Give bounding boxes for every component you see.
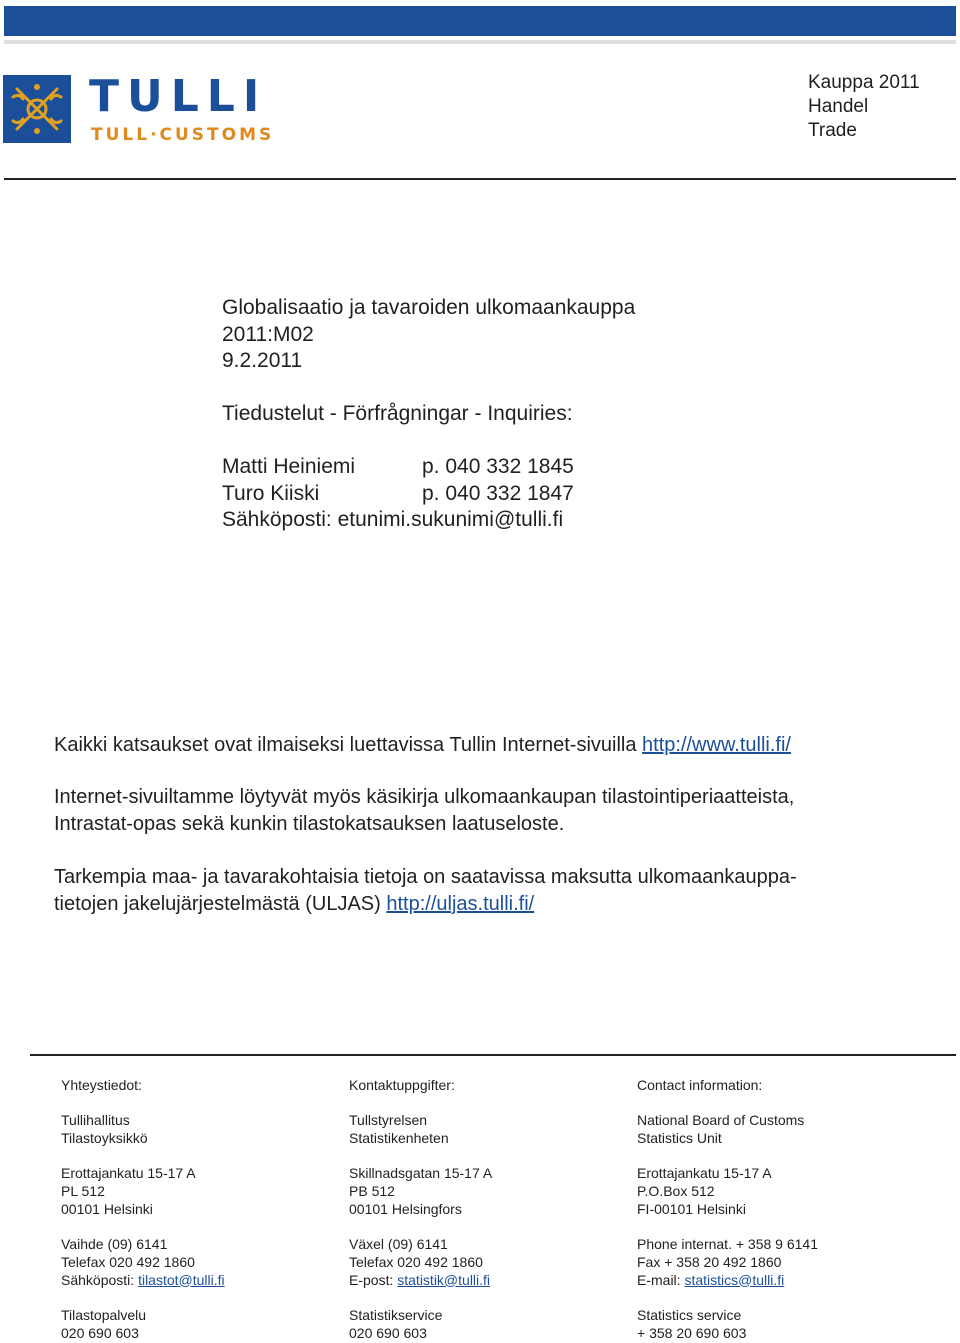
footer-org: Tullstyrelsen [349, 1112, 428, 1129]
inquiries-heading: Tiedustelut - Förfrågningar - Inquiries: [222, 402, 573, 425]
footer-phone: Phone internat. + 358 9 6141 [637, 1236, 818, 1253]
footer-heading: Kontaktuppgifter: [349, 1077, 455, 1093]
footer-column-english [637, 1077, 818, 1342]
info-line [54, 891, 914, 918]
publication-date: 9.2.2011 [222, 349, 303, 372]
publication-code: 2011:M02 [222, 322, 314, 346]
footer-fax: Telefax 020 492 1860 [349, 1253, 483, 1270]
footer-unit: Statistics Unit [637, 1130, 722, 1147]
footer-postcode: 00101 Helsinki [61, 1200, 153, 1217]
contact-name: Matti Heiniemi [222, 455, 356, 478]
footer-email-label: E-mail: [637, 1271, 685, 1288]
footer-email [61, 1272, 225, 1290]
footer-service-phone: 020 690 603 [61, 1324, 139, 1341]
footer-email-label: Sähköposti: [61, 1271, 139, 1288]
footer-divider [30, 1054, 956, 1056]
customs-emblem-icon [3, 75, 71, 143]
contact-list [222, 454, 574, 534]
contact-phone: p. 040 332 1845 [422, 455, 574, 478]
category-swedish: Handel [808, 96, 869, 117]
info-text: tietojen jakelujärjestelmästä (ULJAS) [54, 892, 387, 915]
report-category [808, 71, 920, 143]
footer-email-link[interactable]: statistics@tulli.fi [684, 1271, 785, 1288]
footer-phone: Vaihde (09) 6141 [61, 1236, 168, 1253]
footer-fax: Telefax 020 492 1860 [61, 1253, 195, 1270]
top-bar-shadow [4, 40, 956, 44]
info-line: Intrastat-opas sekä kunkin tilastokatsauksen laatuseloste. [54, 812, 565, 835]
category-finnish: Kauppa 2011 [808, 72, 920, 93]
footer-org: Tullihallitus [61, 1112, 130, 1129]
publication-info [222, 295, 635, 375]
logo-wordmark: TULLI [89, 71, 268, 122]
footer-postcode: FI-00101 Helsinki [637, 1200, 746, 1217]
tulli-logo [3, 71, 363, 150]
footer-email [637, 1272, 818, 1290]
info-line [54, 732, 914, 759]
footer-service: Statistics service [637, 1306, 742, 1323]
logo-subtitle: TULL·CUSTOMS [91, 125, 275, 145]
footer-column-swedish [349, 1077, 492, 1342]
footer-address: Erottajankatu 15-17 A [61, 1165, 196, 1182]
footer-service-phone: 020 690 603 [349, 1324, 427, 1341]
footer-service: Tilastopalvelu [61, 1306, 147, 1323]
footer-unit: Statistikenheten [349, 1130, 449, 1147]
footer-heading: Yhteystiedot: [61, 1077, 142, 1093]
footer-column-finnish [61, 1077, 225, 1342]
info-paragraph-handbook [54, 784, 914, 837]
footer-pobox: PL 512 [61, 1183, 105, 1200]
contact-row [222, 481, 574, 508]
info-text: Kaikki katsaukset ovat ilmaiseksi luettavissa Tullin Internet-sivuilla [54, 734, 643, 756]
contact-row [222, 454, 574, 481]
footer-unit: Tilastoyksikkö [61, 1130, 148, 1147]
header-divider [4, 178, 956, 180]
footer-email [349, 1272, 492, 1290]
info-line: Tarkempia maa- ja tavarakohtaisia tietoja on saatavissa maksutta ulkomaankauppa- [54, 866, 797, 888]
info-paragraph-uljas [54, 864, 914, 917]
footer-phone: Växel (09) 6141 [349, 1236, 448, 1253]
category-english: Trade [808, 120, 857, 141]
footer-heading: Contact information: [637, 1077, 763, 1093]
contact-name: Turo Kiiski [222, 481, 320, 505]
footer-service-phone: + 358 20 690 603 [637, 1324, 747, 1341]
footer-address: Erottajankatu 15-17 A [637, 1165, 772, 1182]
footer-fax: Fax + 358 20 492 1860 [637, 1253, 782, 1270]
contact-email: Sähköposti: etunimi.sukunimi@tulli.fi [222, 508, 564, 531]
tulli-website-link[interactable]: http://www.tulli.fi/ [642, 734, 791, 756]
uljas-link[interactable]: http://uljas.tulli.fi/ [386, 892, 535, 915]
footer-email-link[interactable]: statistik@tulli.fi [397, 1271, 491, 1288]
contact-phone: p. 040 332 1847 [422, 481, 574, 505]
footer-service: Statistikservice [349, 1306, 443, 1323]
footer-address: Skillnadsgatan 15-17 A [349, 1165, 493, 1182]
footer-email-link[interactable]: tilastot@tulli.fi [138, 1271, 225, 1288]
top-color-bar [4, 6, 956, 36]
footer-email-label: E-post: [349, 1271, 398, 1288]
footer-org: National Board of Customs [637, 1112, 805, 1129]
info-line: Internet-sivuiltamme löytyvät myös käsikirja ulkomaankaupan tilastointiperiaatteista, [54, 786, 795, 808]
footer-pobox: P.O.Box 512 [637, 1183, 715, 1200]
footer-postcode: 00101 Helsingfors [349, 1200, 462, 1217]
footer-pobox: PB 512 [349, 1183, 395, 1200]
info-paragraph-reviews [54, 732, 914, 759]
publication-title: Globalisaatio ja tavaroiden ulkomaankauppa [222, 296, 636, 319]
